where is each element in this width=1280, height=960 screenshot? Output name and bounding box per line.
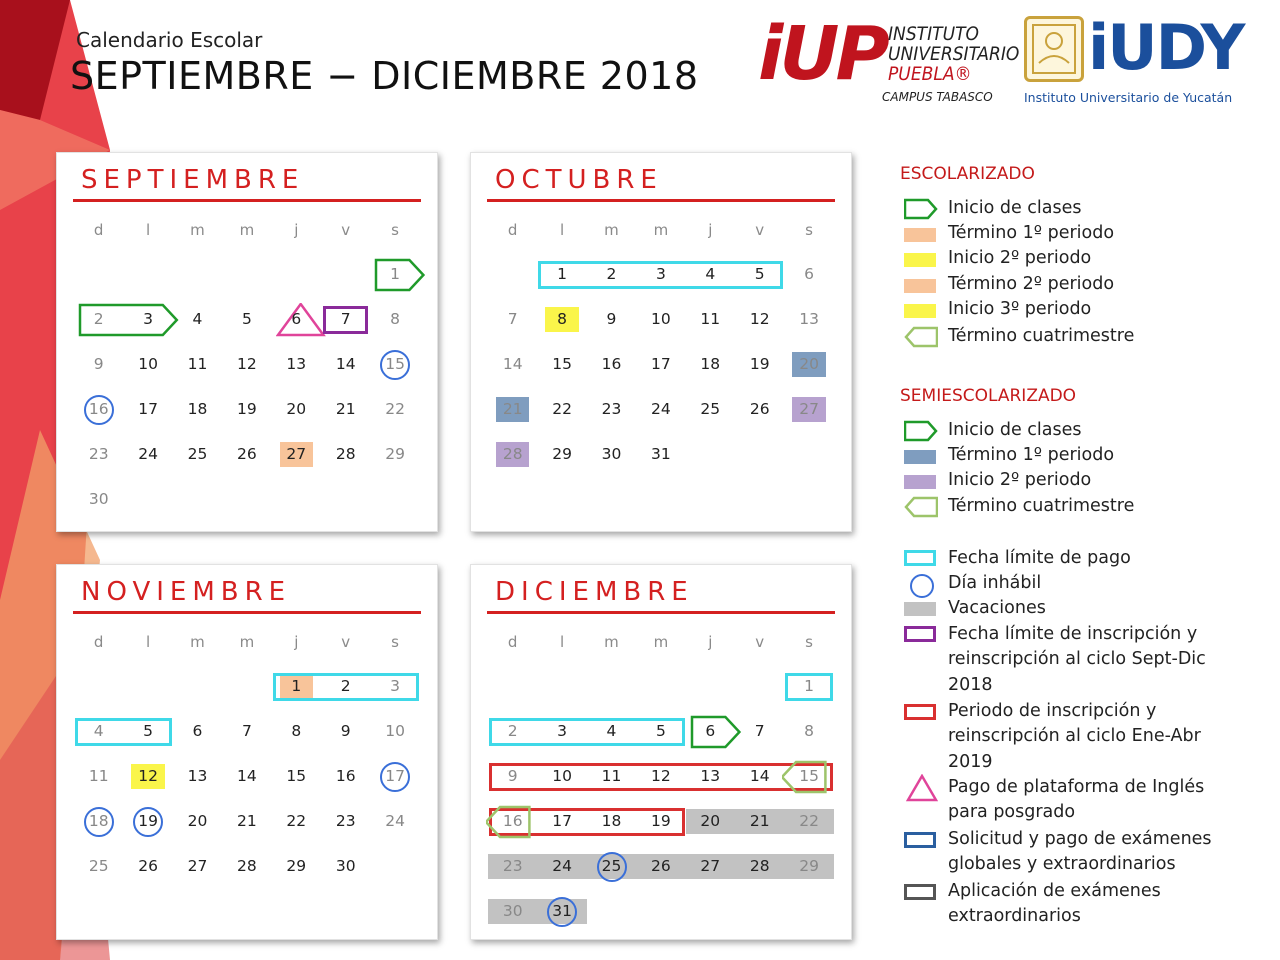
- legend-item: Término 1º periodo: [948, 223, 1115, 243]
- month-divider: [487, 611, 835, 614]
- gray-box-icon: [904, 884, 936, 900]
- red-box-icon: [904, 704, 936, 720]
- cyan-box-marker: [75, 718, 172, 746]
- weekday-header: j: [708, 221, 713, 239]
- legend-item: Inicio 3º periodo: [948, 299, 1092, 319]
- calendar-day: 15: [286, 767, 307, 785]
- legend-item: reinscripción al ciclo Sept-Dic: [948, 649, 1206, 669]
- calendar-day: 21: [335, 400, 356, 418]
- legend-semiescolarizado-title: SEMIESCOLARIZADO: [900, 386, 1077, 406]
- calendar-day: 9: [93, 355, 104, 373]
- calendar-day: 14: [502, 355, 523, 373]
- calendar-day: 9: [606, 310, 617, 328]
- calendar-day: 27: [700, 857, 721, 875]
- weekday-header: m: [239, 633, 255, 651]
- purple-box-icon: [904, 626, 936, 642]
- calendar-day: 14: [237, 767, 257, 785]
- calendar-day: 7: [507, 310, 518, 328]
- legend-item: Inicio 2º periodo: [948, 248, 1092, 268]
- calendar-day: 30: [88, 490, 109, 508]
- calendar-day: 29: [799, 857, 819, 875]
- calendar-day: 14: [335, 355, 356, 373]
- calendar-day: 3: [143, 310, 154, 328]
- month-card-octubre: [470, 152, 852, 532]
- legend-item: extraordinarios: [948, 906, 1081, 926]
- legend-escolarizado-title: ESCOLARIZADO: [900, 164, 1035, 184]
- calendar-day: 22: [552, 400, 572, 418]
- weekday-header: m: [190, 633, 205, 651]
- calendar-day: 13: [286, 355, 307, 373]
- triangle-icon: [906, 774, 938, 802]
- legend-item: Día inhábil: [948, 573, 1042, 593]
- calendar-day: 25: [88, 857, 109, 875]
- weekday-header: l: [560, 633, 565, 651]
- calendar-day: 4: [606, 722, 617, 740]
- weekday-header: l: [146, 221, 151, 239]
- calendar-day: 25: [700, 400, 721, 418]
- calendar-day: 22: [385, 400, 405, 418]
- calendar-day: 26: [749, 400, 770, 418]
- calendar-day: 3: [655, 265, 666, 283]
- page-subtitle: Calendario Escolar: [76, 28, 263, 52]
- iudy-logo-mark: iUDY: [1088, 11, 1244, 84]
- weekday-header: s: [391, 221, 399, 239]
- calendar-day: 26: [138, 857, 158, 875]
- month-divider: [73, 611, 421, 614]
- iup-line3: PUEBLA®: [888, 63, 972, 85]
- calendar-day: 6: [804, 265, 815, 283]
- weekday-header: d: [93, 633, 104, 651]
- calendar-day: 10: [651, 310, 671, 328]
- weekday-header: l: [146, 633, 151, 651]
- calendar-day: 18: [700, 355, 721, 373]
- legend-item: Término 2º periodo: [948, 274, 1115, 294]
- calendar-day: 17: [385, 767, 405, 785]
- calendar-day: 7: [340, 310, 351, 328]
- legend-item: Término cuatrimestre: [948, 326, 1135, 346]
- month-title: DICIEMBRE: [495, 577, 694, 607]
- calendar-day: 17: [138, 400, 158, 418]
- calendar-day: 8: [291, 722, 302, 740]
- calendar-day: 19: [749, 355, 770, 373]
- calendar-day: 18: [88, 812, 109, 830]
- calendar-day: 19: [138, 812, 158, 830]
- legend-item: globales y extraordinarios: [948, 854, 1176, 874]
- calendar-day: 21: [749, 812, 770, 830]
- calendar-day: 6: [192, 722, 203, 740]
- month-title: OCTUBRE: [495, 165, 663, 195]
- calendar-day: 16: [88, 400, 109, 418]
- iup-logo-text: [888, 24, 1019, 84]
- weekday-header: m: [239, 221, 255, 239]
- calendar-day: 9: [507, 767, 518, 785]
- calendar-day: 28: [237, 857, 257, 875]
- calendar-day: 28: [502, 445, 523, 463]
- inicio-clases-marker-icon: [374, 258, 435, 292]
- calendar-day: 25: [187, 445, 208, 463]
- calendar-day: 4: [705, 265, 716, 283]
- calendar-day: 8: [804, 722, 815, 740]
- legend-item: reinscripción al ciclo Ene-Abr: [948, 726, 1201, 746]
- weekday-header: d: [507, 633, 518, 651]
- cyan-box-icon: [904, 550, 936, 566]
- weekday-header: v: [341, 633, 351, 651]
- iup-campus: CAMPUS TABASCO: [882, 90, 993, 104]
- calendar-day: 20: [799, 355, 819, 373]
- month-card-septiembre: [56, 152, 438, 532]
- legend-item: 2018: [948, 675, 993, 695]
- calendar-day: 4: [192, 310, 203, 328]
- calendar-day: 12: [138, 767, 158, 785]
- calendar-day: 23: [88, 445, 109, 463]
- calendar-day: 21: [502, 400, 523, 418]
- calendar-day: 27: [187, 857, 208, 875]
- calendar-day: 6: [705, 722, 716, 740]
- weekday-header: l: [560, 221, 565, 239]
- legend-item: Fecha límite de inscripción y: [948, 624, 1198, 644]
- calendar-day: 2: [507, 722, 518, 740]
- calendar-day: 5: [655, 722, 666, 740]
- calendar-day: 13: [187, 767, 208, 785]
- weekday-header: s: [391, 633, 399, 651]
- calendar-day: 2: [606, 265, 617, 283]
- iup-line1: INSTITUTO: [888, 23, 979, 45]
- calendar-day: 19: [237, 400, 257, 418]
- calendar-day: 30: [502, 902, 523, 920]
- calendar-day: 17: [552, 812, 572, 830]
- legend-item: Inicio de clases: [948, 420, 1082, 440]
- calendar-day: 21: [237, 812, 257, 830]
- calendar-day: 13: [700, 767, 721, 785]
- calendar-day: 17: [651, 355, 671, 373]
- inicio-clases-marker-icon: [690, 715, 751, 749]
- calendar-day: 11: [187, 355, 208, 373]
- orange-swatch-icon: [904, 228, 936, 242]
- calendar-day: 5: [241, 310, 252, 328]
- month-card-diciembre: [470, 564, 852, 940]
- calendar-day: 5: [754, 265, 765, 283]
- legend-item: Término 1º periodo: [948, 445, 1115, 465]
- calendar-day: 14: [749, 767, 770, 785]
- weekday-header: m: [604, 633, 619, 651]
- calendar-day: 11: [88, 767, 109, 785]
- calendar-day: 16: [601, 355, 622, 373]
- month-title: SEPTIEMBRE: [81, 165, 305, 195]
- legend-item: Inicio 2º periodo: [948, 470, 1092, 490]
- weekday-header: m: [653, 633, 669, 651]
- calendar-day: 8: [557, 310, 568, 328]
- calendar-day: 20: [286, 400, 307, 418]
- inicio-clases-icon: [904, 420, 938, 442]
- legend-item: 2019: [948, 752, 993, 772]
- calendar-day: 1: [557, 265, 568, 283]
- calendar-day: 20: [700, 812, 721, 830]
- iup-logo: [758, 11, 1020, 106]
- yellow-swatch-icon: [904, 304, 936, 318]
- yellow-swatch-icon: [904, 253, 936, 267]
- calendar-day: 13: [799, 310, 819, 328]
- calendar-day: 1: [390, 265, 401, 283]
- page-title: SEPTIEMBRE − DICIEMBRE 2018: [70, 54, 699, 98]
- calendar-day: 3: [557, 722, 568, 740]
- calendar-day: 31: [651, 445, 671, 463]
- calendar-day: 30: [601, 445, 622, 463]
- calendar-day: 23: [335, 812, 356, 830]
- calendar-day: 2: [340, 677, 351, 695]
- calendar-day: 15: [385, 355, 405, 373]
- calendar-day: 22: [799, 812, 819, 830]
- inicio-clases-icon: [904, 198, 938, 220]
- weekday-header: j: [708, 633, 713, 651]
- calendar-day: 26: [237, 445, 257, 463]
- calendar-day: 22: [286, 812, 307, 830]
- calendar-day: 26: [651, 857, 671, 875]
- month-title: NOVIEMBRE: [81, 577, 292, 607]
- calendar-day: 15: [799, 767, 819, 785]
- circle-icon: [910, 574, 934, 598]
- calendar-day: 2: [93, 310, 104, 328]
- weekday-header: v: [755, 221, 765, 239]
- legend-item: Vacaciones: [948, 598, 1046, 618]
- iup-line2: UNIVERSITARIO: [888, 43, 1020, 65]
- calendar-day: 18: [601, 812, 622, 830]
- orange-swatch-icon: [904, 279, 936, 293]
- iup-logo-mark: iUP: [758, 11, 886, 97]
- calendar-day: 24: [138, 445, 158, 463]
- weekday-header: m: [604, 221, 619, 239]
- calendar-day: 16: [502, 812, 523, 830]
- weekday-header: s: [805, 633, 813, 651]
- calendar-day: 10: [138, 355, 158, 373]
- calendar-day: 10: [552, 767, 572, 785]
- calendar-day: 23: [601, 400, 622, 418]
- calendar-day: 24: [651, 400, 671, 418]
- calendar-day: 12: [651, 767, 671, 785]
- weekday-header: v: [341, 221, 351, 239]
- calendar-day: 18: [187, 400, 208, 418]
- calendar-day: 11: [700, 310, 721, 328]
- blue-swatch-icon: [904, 450, 936, 464]
- weekday-header: j: [294, 221, 299, 239]
- termino-cuatrimestre-icon: [904, 326, 938, 348]
- legend-item: Término cuatrimestre: [948, 496, 1135, 516]
- calendar-day: 23: [502, 857, 523, 875]
- calendar-day: 1: [804, 677, 815, 695]
- termino-cuatrimestre-icon: [904, 496, 938, 518]
- calendar-day: 10: [385, 722, 405, 740]
- calendar-day: 16: [335, 767, 356, 785]
- calendar-day: 6: [291, 310, 302, 328]
- calendar-day: 3: [390, 677, 401, 695]
- iudy-logo: [1024, 11, 1254, 108]
- calendar-day: 28: [335, 445, 356, 463]
- calendar-day: 5: [143, 722, 154, 740]
- calendar-day: 24: [385, 812, 405, 830]
- calendar-day: 12: [749, 310, 770, 328]
- calendar-day: 29: [286, 857, 307, 875]
- weekday-header: v: [755, 633, 765, 651]
- calendar-day: 15: [552, 355, 572, 373]
- legend-item: Fecha límite de pago: [948, 548, 1131, 568]
- weekday-header: d: [93, 221, 104, 239]
- calendar-day: 11: [601, 767, 622, 785]
- calendar-day: 24: [552, 857, 572, 875]
- calendar-day: 7: [241, 722, 252, 740]
- calendar-day: 12: [237, 355, 257, 373]
- weekday-header: j: [294, 633, 299, 651]
- legend-item: Pago de plataforma de Inglés: [948, 777, 1205, 797]
- calendar-day: 25: [601, 857, 622, 875]
- weekday-header: s: [805, 221, 813, 239]
- weekday-header: m: [190, 221, 205, 239]
- legend-item: Solicitud y pago de exámenes: [948, 829, 1212, 849]
- month-card-noviembre: [56, 564, 438, 940]
- calendar-day: 9: [340, 722, 351, 740]
- month-divider: [73, 199, 421, 202]
- calendar-day: 28: [749, 857, 770, 875]
- calendar-day: 29: [385, 445, 405, 463]
- legend-item: Periodo de inscripción y: [948, 701, 1157, 721]
- calendar-day: 27: [286, 445, 307, 463]
- iudy-caption: Instituto Universitario de Yucatán: [1024, 90, 1233, 105]
- calendar-day: 1: [291, 677, 302, 695]
- calendar-day: 31: [552, 902, 572, 920]
- calendar-day: 4: [93, 722, 104, 740]
- navy-box-icon: [904, 832, 936, 848]
- month-divider: [487, 199, 835, 202]
- legend-item: para posgrado: [948, 802, 1076, 822]
- calendar-day: 29: [552, 445, 572, 463]
- calendar-day: 30: [335, 857, 356, 875]
- weekday-header: m: [653, 221, 669, 239]
- gray-swatch-icon: [904, 602, 936, 616]
- legend-item: Inicio de clases: [948, 198, 1082, 218]
- calendar-day: 7: [754, 722, 765, 740]
- calendar-day: 27: [799, 400, 819, 418]
- calendar-day: 20: [187, 812, 208, 830]
- calendar-day: 19: [651, 812, 671, 830]
- calendar-day: 8: [390, 310, 401, 328]
- iudy-emblem-icon: [1024, 16, 1084, 82]
- lavender-swatch-icon: [904, 475, 936, 489]
- legend-item: Aplicación de exámenes: [948, 881, 1161, 901]
- weekday-header: d: [507, 221, 518, 239]
